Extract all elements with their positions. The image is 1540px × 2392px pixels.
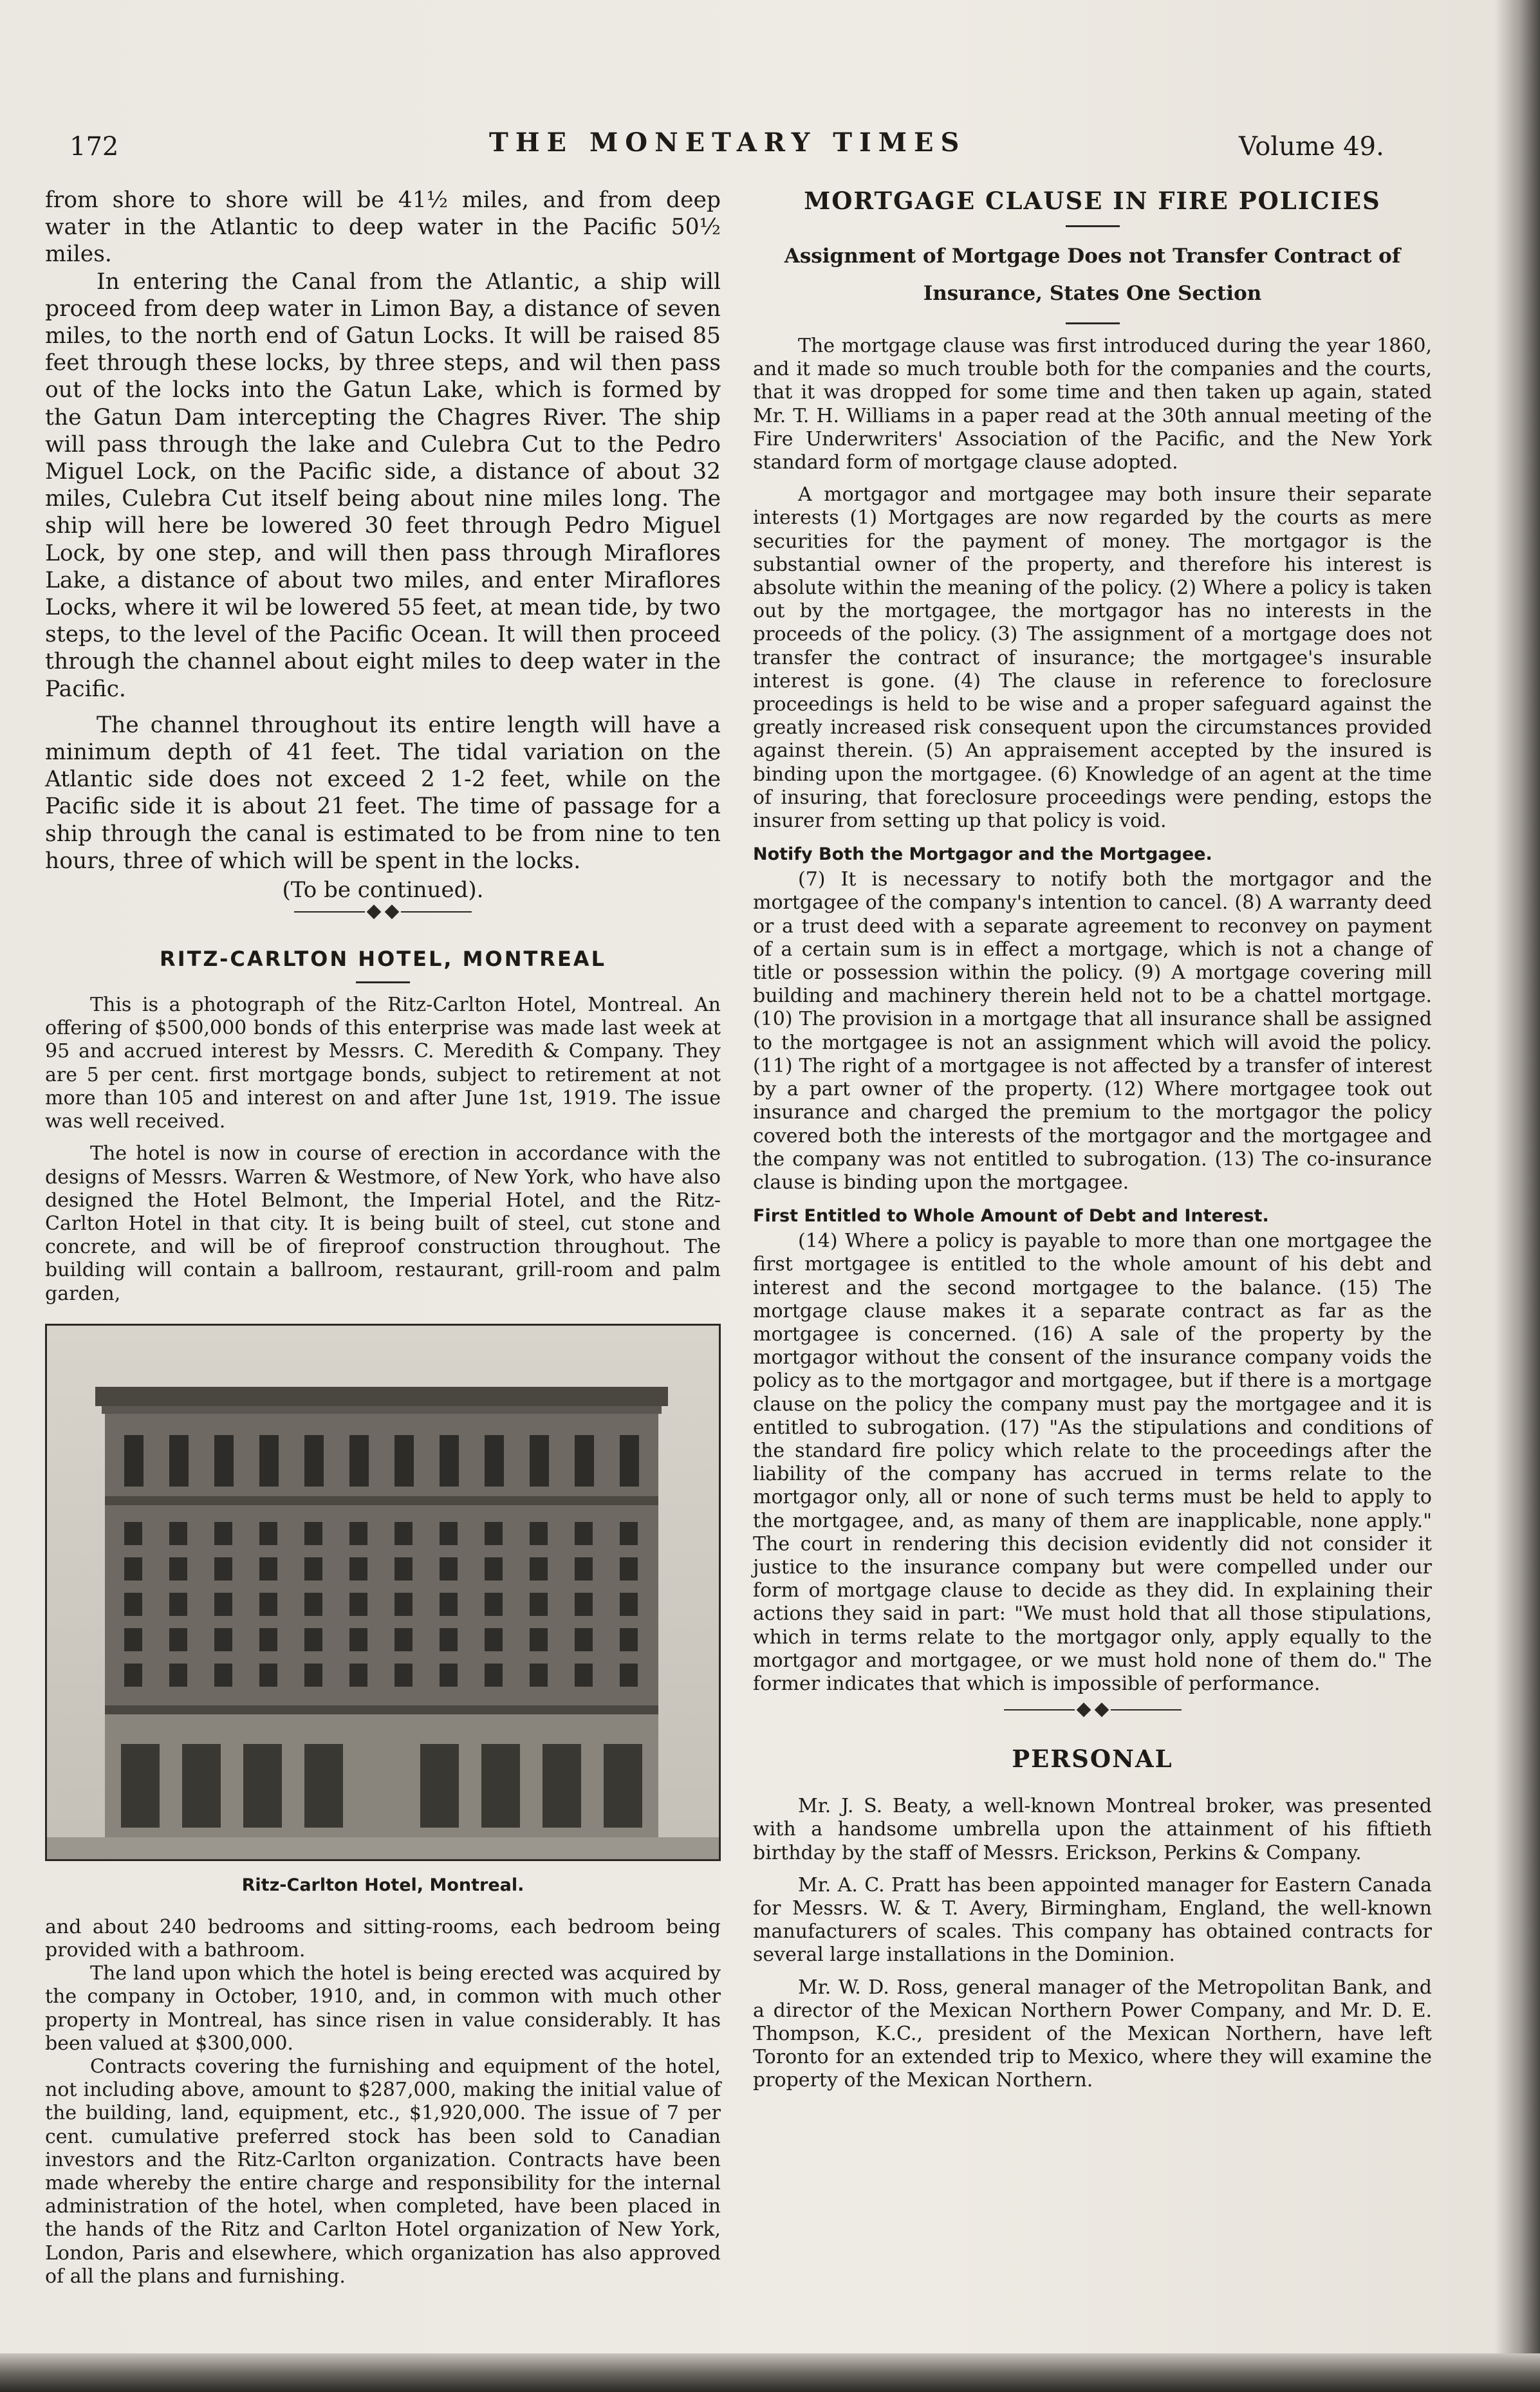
canal-paragraph: from shore to shore will be 41½ miles, and from deep water in the Atlantic to deep water in the Pacific 50½ miles. [45, 187, 721, 268]
right-column [753, 187, 1432, 2093]
mortgage-heading: MORTGAGE CLAUSE IN FIRE POLICIES [804, 187, 1381, 215]
bleed-through-text [824, 6, 1467, 77]
first-entitled-paragraph: (14) Where a policy is payable to more than one mortgagee the first mortgagee is entitled to the whole amount of his debt and interest and the second mortgagee to the balance. (15) The mortgage clause makes it a separate contract as far as the mortgagee is concerned. (16) A sale of the property by the mortgagor without the consent of the insurance company voids the policy as to the mortgagor and mortgagee, but if there is a mortgage clause on the policy the company must pay the mortgagee and it is entitled to subrogation. (17) "As the stipulations and conditions of the standard fire policy which relate to the proceedings after the liability of the company has accrued in terms relate to the mortgagor only, all or none of such terms must be held to apply to the mortgagee, and, as many of them are inapplicable, none apply." The court in rendering this decision evidently did not consider it justice to the insurance company but were compelled under our form of mortgage clause to decide as they did. In explaining their actions they said in part: "We must hold that all those stipulations, which in terms relate to the mortgagor only, apply equally to the mortgagor and mortgagee, or we must hold none of them do." The former indicates that which is impossible of performance. [753, 1230, 1432, 1695]
personal-heading: PERSONAL [1012, 1745, 1173, 1774]
left-column [45, 187, 721, 2288]
heading-rule [1066, 322, 1120, 324]
binding-shadow [1495, 0, 1540, 2392]
mortgage-paragraph: A mortgagor and mortgagee may both insure their separate interests (1) Mortgages are now regarded by the courts as mere securities for the payment of money. The mortgagor is the substantial owner of the property, and therefore his interest is absolute within the meaning of the policy. (2) Where a policy is taken out by the mortgagee, the mortgagor has no interests in the proceeds of the policy. (3) The assignment of a mortgage does not transfer the contract of insurance; the mortgagee's insurable interest is gone. (4) The clause in reference to foreclosure proceedings is held to be wise and a proper safeguard against the greatly increased risk consequent upon the circumstances provided against therein. (5) An appraisement accepted by the insured is binding upon the mortgagee. (6) Knowledge of an agent at the time of insuring, that foreclosure proceedings were pending, estops the insurer from setting up that policy is void. [753, 483, 1432, 833]
section-ornament [45, 907, 721, 917]
photo-caption: Ritz-Carlton Hotel, Montreal. [241, 1875, 524, 1895]
heading-rule [356, 981, 410, 983]
volume-label: Volume 49. [1239, 132, 1384, 162]
personal-paragraph: Mr. J. S. Beaty, a well-known Montreal broker, was presented with a handsome umbrella upon the attainment of his fiftieth birthday by the staff of Messrs. Erickson, Perkins & Company. [753, 1795, 1432, 1864]
canal-paragraph: The channel throughout its entire length will have a minimum depth of 41 feet. The tidal variation on the Atlantic side does not exceed 2 1-2 feet, while on the Pacific side it is about 21 feet. The time of passage for a ship through the canal is estimated to be from nine to ten hours, three of which will be spent in the locks. [45, 712, 721, 874]
hotel-photograph [45, 1324, 721, 1861]
section-ornament [753, 1705, 1432, 1715]
continued-note: (To be continued). [282, 877, 484, 904]
personal-paragraph: Mr. W. D. Ross, general manager of the Metropolitan Bank, and a director of the Mexican Northern Power Company, and Mr. D. E. Thompson, K.C., president of the Mexican Northern, have left Toronto for an extended trip to Mexico, where they will examine the property of the Mexican Northern. [753, 1976, 1432, 2092]
canal-paragraph: In entering the Canal from the Atlantic, a ship will proceed from deep water in Limon Bay, a distance of seven miles, to the north end of Gatun Locks. It will be raised 85 feet through these locks, by three steps, and wil then pass out of the locks into the Gatun Lake, which is formed by the Gatun Dam intercepting the Chagres River. The ship will pass through the lake and Culebra Cut to the Pedro Miguel Lock, on the Pacific side, a distance of about 32 miles, Culebra Cut itself being about nine miles long. The ship will here be lowered 30 feet through Pedro Miguel Lock, by one step, and will then pass through Miraflores Lake, a distance of about two miles, and enter Miraflores Locks, where it wil be lowered 55 feet, at mean tide, by two steps, to the level of the Pacific Ocean. It will then proceed through the channel about eight miles to deep water in the Pacific. [45, 268, 721, 702]
ritz-paragraph: Contracts covering the furnishing and equipment of the hotel, not including above, amount to $287,000, making the initial value of the building, land, equipment, etc., $1,920,000. The issue of 7 per cent. cumulative preferred stock has been sold to Canadian investors and the Ritz-Carlton organization. Contracts have been made whereby the entire charge and responsibility for the internal administration of the hotel, when completed, have been placed in the hands of the Ritz and Carlton Hotel organization of New York, London, Paris and elsewhere, which organization has also approved of all the plans and furnishing. [45, 2055, 721, 2288]
ritz-paragraph: This is a photograph of the Ritz-Carlton Hotel, Montreal. An offering of $500,000 bonds of this enterprise was made last week at 95 and accrued interest by Messrs. C. Meredith & Company. They are 5 per cent. first mortgage bonds, subject to retirement at not more than 105 and interest on and after June 1st, 1919. The issue was well received. [45, 994, 721, 1133]
mortgage-subheading: Assignment of Mortgage Does not Transfer Contract of Insurance, States One Section [784, 245, 1401, 305]
mortgage-paragraph: The mortgage clause was first introduced during the year 1860, and it made so much trouble both for the companies and the courts, that it was dropped for some time and then taken up again, stated Mr. T. H. Williams in a paper read at the 30th annual meeting of the Fire Underwriters' Association of the Pacific, and the New York standard form of mortgage clause adopted. [753, 335, 1432, 474]
personal-paragraph: Mr. A. C. Pratt has been appointed manager for Eastern Canada for Messrs. W. & T. Avery, Birmingham, England, the well-known manufacturers of scales. This company has obtained contracts for several large installations in the Dominion. [753, 1873, 1432, 1967]
notify-subheading: Notify Both the Mortgagor and the Mortgagee. [753, 844, 1212, 865]
ritz-paragraph: and about 240 bedrooms and sitting-rooms, each bedroom being provided with a bathroom. [45, 1915, 721, 1961]
page-number: 172 [70, 132, 119, 162]
masthead-title: THE MONETARY TIMES [489, 127, 967, 158]
scan-edge [0, 2353, 1540, 2392]
ritz-heading: RITZ-CARLTON HOTEL, MONTREAL [160, 947, 606, 972]
notify-paragraph: (7) It is necessary to notify both the mortgagor and the mortgagee of the company's intention to cancel. (8) A warranty deed or a trust deed with a separate agreement to reconvey on payment of a certain sum is in effect a mortgage, which is not a change of title or possession within the policy. (9) A mortgage covering mill building and machinery therein held not to be a chattel mortgage. (10) The provision in a mortgage that all insurance shall be assigned to the mortgagee is not an assignment which will avoid the policy. (11) The right of a mortgagee is not affected by a transfer of interest by a part owner of the property. (12) Where mortgagee took out insurance and charged the premium to the mortgagor the policy covered both the interests of the mortgagor and the mortgagee and the company was not entitled to subrogation. (13) The co-insurance clause is binding upon the mortgagee. [753, 868, 1432, 1194]
heading-rule [1066, 225, 1120, 227]
ritz-paragraph: The land upon which the hotel is being erected was acquired by the company in October, 1910, and, in common with much other property in Montreal, has since risen in value considerably. It has been valued at $300,000. [45, 1962, 721, 2055]
hotel-building-illustration [47, 1326, 719, 1859]
ritz-paragraph: The hotel is now in course of erection in accordance with the designs of Messrs. Warren & Westmore, of New York, who have also designed the Hotel Belmont, the Imperial Hotel, and the Ritz-Carlton Hotel in that city. It is being built of steel, cut stone and concrete, and will be of fireproof construction throughout. The building will contain a ballroom, restaurant, grill-room and palm garden, [45, 1142, 721, 1305]
first-entitled-subheading: First Entitled to Whole Amount of Debt and Interest. [753, 1206, 1269, 1227]
